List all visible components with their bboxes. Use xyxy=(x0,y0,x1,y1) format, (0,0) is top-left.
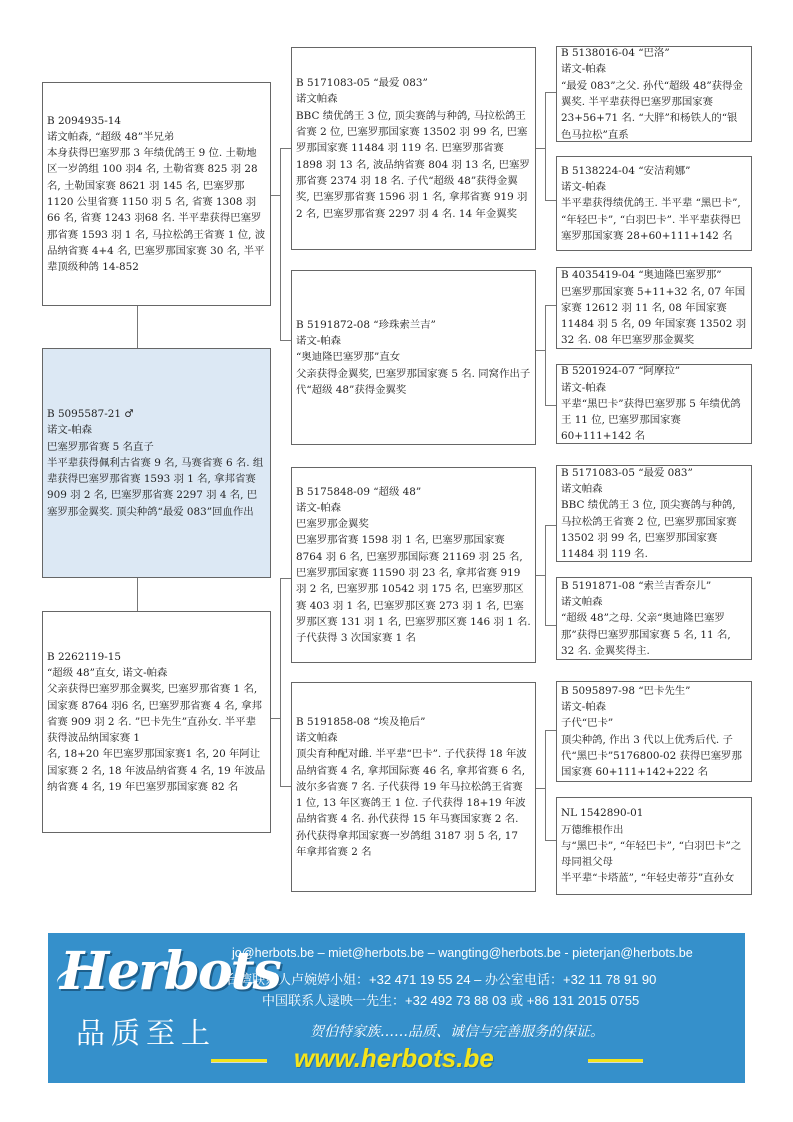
description: 半平辈获得绩优鸽王. 半平辈 “黑巴卡”, “年轻巴卡”, “白羽巴卡”. 半平辈获得巴塞罗那国家赛 28+60+111+142 名 xyxy=(561,197,741,242)
email-list[interactable]: jo@herbots.be – miet@herbots.be – wangting@herbots.be - pieterjan@herbots.be xyxy=(232,946,693,960)
description: 与“黑巴卡”, “年轻巴卡”, “白羽巴卡”之母同祖父母 xyxy=(561,839,742,869)
connector xyxy=(545,730,556,731)
connector xyxy=(536,148,545,149)
ring-number: B 5191858-08 “埃及艳后” xyxy=(296,715,426,728)
connector xyxy=(137,578,138,611)
gen3-card xyxy=(556,156,752,251)
ring-number: B 5201924-07 “阿摩拉” xyxy=(561,365,681,378)
breeder: 万德维根作出 xyxy=(561,823,624,836)
description: 本身获得巴塞罗那 3 年绩优鸽王 9 位. 土勒地区一岁鸽组 100 羽4 名, 土勒省赛 825 羽 28 名, 土勒国家赛 8621 羽 145 名, 巴塞罗那 1120 公里省赛 1150 羽 5 名, 省赛 1308 羽 66 名, 省赛 1243 羽68 名. 半平辈获得巴塞罗那省赛 1593 羽 1 名, 马拉松鸽王省赛 1 位, 波品纳省赛 4+4 名, 巴塞罗那国家赛 30 名, 半平辈顶级种鸽 14-852 xyxy=(47,147,266,274)
breeder: 诺文帕森 xyxy=(296,93,338,106)
ring-number: NL 1542890-01 xyxy=(561,807,644,820)
connector xyxy=(545,840,556,841)
ring-number: B 5138016-04 “巴洛” xyxy=(561,47,670,60)
ring-number: B 5191872-08 “珍珠索兰吉” xyxy=(296,318,436,331)
breeder: 诺文-帕森 xyxy=(296,335,342,348)
breeder: 诺文-帕森 xyxy=(561,381,607,394)
ring-number: B 5175848-09 “超级 48” xyxy=(296,485,422,498)
ring-number: B 5138224-04 “安洁莉娜” xyxy=(561,164,691,177)
connector xyxy=(280,148,291,149)
connector xyxy=(280,786,291,787)
breeder: 诺文-帕森 xyxy=(296,501,342,514)
website-link[interactable]: www.herbots.be xyxy=(294,1043,494,1073)
connector xyxy=(280,578,281,786)
breeder: 诺文-帕森 xyxy=(561,700,607,713)
connector xyxy=(545,305,546,405)
ring-number: B 5171083-05 “最爱 083” xyxy=(296,77,428,90)
description: “奥迪隆巴塞罗那”直女 xyxy=(296,351,401,364)
footer-banner xyxy=(48,933,745,1083)
connector xyxy=(545,625,556,626)
connector xyxy=(280,148,281,340)
description: 巴塞罗那国家赛 5+11+32 名, 07 年国家赛 12612 羽 11 名, 08 年国家赛 11484 羽 5 名, 09 年国家赛 13502 羽 32 名. 08 年巴塞罗那金翼奖 xyxy=(561,285,747,347)
gen3-card xyxy=(556,465,752,562)
description: 子代“巴卡” xyxy=(561,717,614,730)
tagline: 贺伯特家族……品质、诚信与完善服务的保证。 xyxy=(310,1024,604,1040)
description: 巴塞罗那省赛 5 名直子 xyxy=(47,440,154,453)
ring-number: B 2094935-14 xyxy=(47,114,121,127)
herbots-logo: Herbots xyxy=(60,941,280,1002)
ring-number: B 5191871-08 “索兰吉香奈儿” xyxy=(561,579,712,592)
connector xyxy=(536,350,545,351)
description: 巴塞罗那省赛 1598 羽 1 名, 巴塞罗那国家赛 8764 羽 6 名, 巴塞罗那国际赛 21169 羽 25 名, 巴塞罗那国家赛 11590 羽 23 名, 拿邦省赛 919 羽 2 名, 巴塞罗那 10542 羽 175 名, 巴塞罗那区赛 403 羽 1 名, 巴塞罗那区赛 273 羽 1 名, 巴塞罗那区赛 131 羽 1 名, 巴塞罗那区赛 146 羽 1 名. 子代获得 3 次国家赛 1 名 xyxy=(296,534,531,645)
connector xyxy=(536,575,545,576)
connector xyxy=(545,525,546,625)
description: BBC 绩优鸽王 3 位, 顶尖赛鸽与种鸽, 马拉松鸽王省赛 2 位, 巴塞罗那国家赛 13502 羽 99 名, 巴塞罗那国家赛 11484 羽 119 名. 巴塞罗那省赛 1898 羽 13 名, 波品纳省赛 804 羽 13 名, 巴塞罗那省赛 2374 羽 18 名. 子代“超级 48”获得金翼奖, 巴塞罗那省赛 1596 羽 1 名, 拿邦省赛 919 羽 2 名, 巴塞罗那省赛 2297 羽 4 名. 14 年金翼奖 xyxy=(296,109,530,220)
slogan: 品质至上 xyxy=(76,1016,217,1050)
breeder: 诺文帕森, “超级 48”半兄弟 xyxy=(47,130,175,143)
gen2-card xyxy=(291,467,536,663)
description: 名, 18+20 年巴塞罗那国家赛1 名, 20 年阿让国家赛 2 名, 18 年波品纳省赛 4 名, 19 年波品纳省赛 4 名, 19 年巴塞罗那国家赛 82 名 xyxy=(47,748,266,794)
china-contact: 中国联系人逯映一先生：+32 492 73 88 03 或 +86 131 2015 0755 xyxy=(262,993,640,1008)
divider xyxy=(211,1059,267,1063)
description: “最爱 083”之父. 孙代“超级 48”获得金翼奖. 半平辈获得巴塞罗那国家赛 23+56+71 名. “大胖”和杨铁人的“银色马拉松”直系 xyxy=(561,79,743,141)
subject-card xyxy=(42,348,271,578)
description: 顶尖种鸽, 作出 3 代以上优秀后代. 子代“黑巴卡”5176800-02 获得巴塞罗那国家赛 60+111+142+222 名 xyxy=(561,733,742,779)
ring-number: B 4035419-04 “奥迪隆巴塞罗那” xyxy=(561,269,722,282)
gen2-card xyxy=(291,47,536,250)
ring-number: B 5095897-98 “巴卡先生” xyxy=(561,684,691,697)
divider xyxy=(588,1059,643,1063)
description: “超级 48”之母. 父亲“奥迪隆巴塞罗那”获得巴塞罗那国家赛 5 名, 11 名, 32 名. 金翼奖得主. xyxy=(561,612,731,657)
sire-card xyxy=(42,82,271,306)
breeder: 诺文-帕森 xyxy=(561,63,607,76)
breeder: 诺文-帕森 xyxy=(47,424,93,437)
description: 顶尖育种配对雌. 半平辈“巴卡”. 子代获得 18 年波品纳省赛 4 名, 拿邦国际赛 46 名, 拿邦省赛 6 名, 波尔多省赛 7 名. 子代获得 19 年马拉松鸽王省赛 1 位, 13 年区赛鸽王 1 位. 子代获得 18+19 年波品纳省赛 4 名. 孙代获得 15 年马赛国家赛 2 名. 孙代获得拿邦国家赛一岁鸽组 3187 羽 5 名, 17 年拿邦省赛 2 名 xyxy=(296,748,527,859)
description: 巴塞罗那金翼奖 xyxy=(296,518,369,531)
breeder: “超级 48”直女, 诺文-帕森 xyxy=(47,666,168,679)
connector xyxy=(545,92,556,93)
connector xyxy=(137,305,138,348)
gen2-card xyxy=(291,270,536,445)
gen3-card xyxy=(556,577,752,660)
breeder: 诺文-帕森 xyxy=(561,181,607,194)
description: 父亲获得金翼奖, 巴塞罗那国家赛 5 名. 同窝作出子代“超级 48”获得金翼奖 xyxy=(296,367,531,396)
description: 父亲获得巴塞罗那金翼奖, 巴塞罗那省赛 1 名, 国家赛 8764 羽6 名, 巴塞罗那省赛 4 名, 拿邦省赛 909 羽 2 名. ”巴卡先生”直孙女. 半平辈获得波品纳国家赛 1 xyxy=(47,683,262,745)
connector xyxy=(545,305,556,306)
connector xyxy=(536,788,545,789)
gen3-card xyxy=(556,681,752,782)
description: 平辈“黑巴卡”获得巴塞罗那 5 年绩优鸽王 11 位, 巴塞罗那国家赛 60+111+142 名 xyxy=(561,397,741,443)
ring-number: B 2262119-15 xyxy=(47,650,121,663)
connector xyxy=(545,92,546,200)
connector xyxy=(280,578,291,579)
ring-number: B 5171083-05 “最爱 083” xyxy=(561,466,693,479)
connector xyxy=(545,730,546,840)
taiwan-contact: 台湾联系人卢婉婷小姐：+32 471 19 55 24 – 办公室电话：+32 11 78 91 90 xyxy=(226,972,657,987)
description: 半平辈“卡塔蓝”, “年轻史蒂芬”直孙女 xyxy=(561,872,735,885)
connector xyxy=(545,525,556,526)
breeder: 诺文帕森 xyxy=(561,596,603,609)
connector xyxy=(545,405,556,406)
connector xyxy=(270,195,280,196)
gen3-card xyxy=(556,797,752,895)
connector xyxy=(545,200,556,201)
description: 半平辈获得佩利古省赛 9 名, 马赛省赛 6 名. 组辈获得巴塞罗那省赛 1593 羽 1 名, 拿邦省赛 909 羽 2 名, 巴塞罗那省赛 2297 羽 4 名, 巴塞罗那金翼奖. 顶尖种鸽“最爱 083”回血作出 xyxy=(47,456,264,518)
dam-card xyxy=(42,611,271,833)
ring-number: B 5095587-21 ♂ xyxy=(47,407,134,420)
gen3-card xyxy=(556,46,752,142)
breeder: 诺文帕森 xyxy=(296,731,338,744)
connector xyxy=(280,340,291,341)
connector xyxy=(270,718,280,719)
breeder: 诺文帕森 xyxy=(561,482,603,495)
gen3-card xyxy=(556,364,752,444)
gen2-card xyxy=(291,682,536,892)
gen3-card xyxy=(556,267,752,349)
description: BBC 绩优鸽王 3 位, 顶尖赛鸽与种鸽, 马拉松鸽王省赛 2 位, 巴塞罗那国家赛 13502 羽 99 名, 巴塞罗那国家赛 11484 羽 119 名. xyxy=(561,499,737,561)
